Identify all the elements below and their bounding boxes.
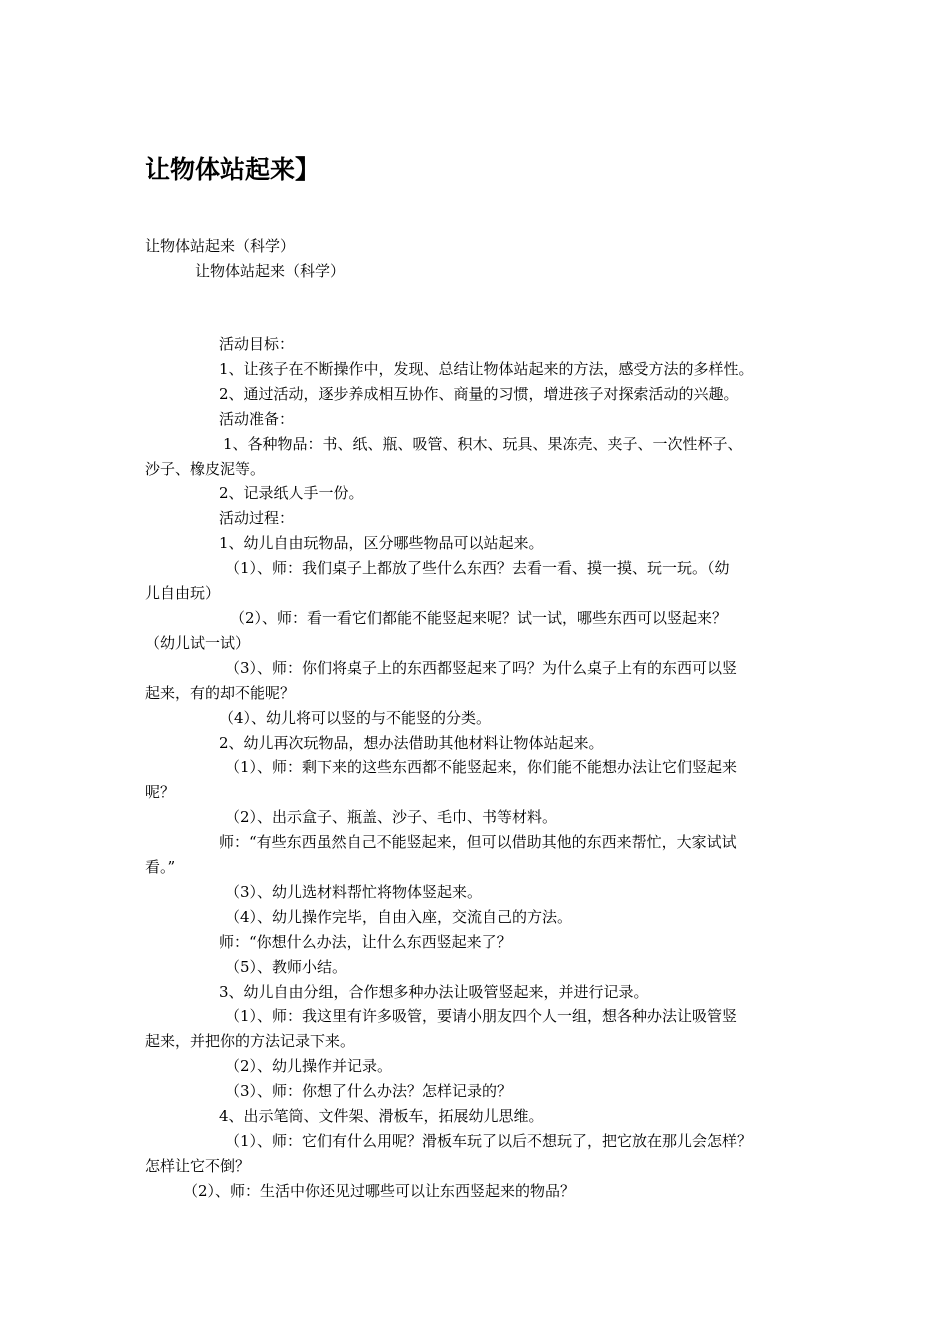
document-title: 让物体站起来】	[145, 155, 321, 184]
body-line: 活动准备：	[219, 409, 295, 428]
body-line: 起来，并把你的方法记录下来。	[145, 1032, 356, 1051]
body-line: 2、记录纸人手一份。	[219, 484, 364, 503]
body-line: （1）、师：我这里有许多吸管，要请小朋友四个人一组，想各种办法让吸管竖	[225, 1007, 738, 1026]
body-line: （1）、师：我们桌子上都放了些什么东西？去看一看、摸一摸、玩一玩。（幼	[225, 559, 730, 578]
body-line: 活动目标：	[219, 335, 295, 353]
body-line: 儿自由玩）	[145, 584, 221, 603]
body-line: 活动过程：	[219, 509, 295, 528]
body-line: （幼儿试一试）	[145, 633, 251, 652]
body-line: （3）、师：你们将桌子上的东西都竖起来了吗？为什么桌子上有的东西可以竖	[225, 658, 738, 677]
document-body	[145, 332, 825, 1204]
body-line: 1、让孩子在不断操作中，发现、总结让物体站起来的方法，感受方法的多样性。	[219, 359, 754, 378]
subtitle-line-indented: 让物体站起来（科学）	[195, 262, 346, 280]
body-line: （1）、师：它们有什么用呢？滑板车玩了以后不想玩了，把它放在那儿会怎样？	[225, 1132, 753, 1150]
body-line: 呢？	[145, 783, 176, 802]
body-line: （2）、幼儿操作并记录。	[225, 1057, 393, 1076]
body-line: 1、各种物品：书、纸、瓶、吸管、积木、玩具、果冻壳、夹子、一次性杯子、	[223, 434, 743, 453]
body-line: 沙子、橡皮泥等。	[145, 459, 266, 478]
body-line: 4、出示笔筒、文件架、滑板车，拓展幼儿思维。	[219, 1107, 544, 1126]
body-line: （3）、幼儿选材料帮忙将物体竖起来。	[225, 882, 483, 901]
body-line: （2）、出示盒子、瓶盖、沙子、毛巾、书等材料。	[225, 808, 558, 827]
body-line: 2、幼儿再次玩物品，想办法借助其他材料让物体站起来。	[219, 733, 604, 752]
body-line: 2、通过活动，逐步养成相互协作、商量的习惯，增进孩子对探索活动的兴趣。	[219, 384, 739, 403]
body-line: 师：“你想什么办法，让什么东西竖起来了？	[219, 932, 512, 951]
body-line: （4）、幼儿操作完毕，自由入座，交流自己的方法。	[225, 907, 573, 926]
body-line: 师：“有些东西虽然自己不能竖起来，但可以借助其他的东西来帮忙，大家试试	[219, 833, 737, 852]
body-line: （1）、师：剩下来的这些东西都不能竖起来，你们能不能想办法让它们竖起来	[225, 758, 738, 777]
body-line: （3）、师：你想了什么办法？怎样记录的？	[225, 1082, 513, 1101]
body-line: （4）、幼儿将可以竖的与不能竖的分类。	[219, 708, 492, 727]
body-line: （2）、师：生活中你还见过哪些可以让东西竖起来的物品？	[183, 1181, 576, 1200]
body-line: 3、幼儿自由分组，合作想多种办法让吸管竖起来，并进行记录。	[219, 982, 649, 1001]
body-line: （2）、师：看一看它们都能不能竖起来呢？试一试，哪些东西可以竖起来？	[230, 608, 728, 627]
body-line: 起来，有的却不能呢？	[145, 683, 296, 702]
body-line: （5）、教师小结。	[225, 957, 348, 976]
body-line: 看。”	[145, 858, 176, 877]
body-line: 1、幼儿自由玩物品，区分哪些物品可以站起来。	[219, 534, 544, 553]
subtitle-line: 让物体站起来（科学）	[145, 237, 296, 255]
body-line: 怎样让它不倒？	[145, 1156, 251, 1175]
